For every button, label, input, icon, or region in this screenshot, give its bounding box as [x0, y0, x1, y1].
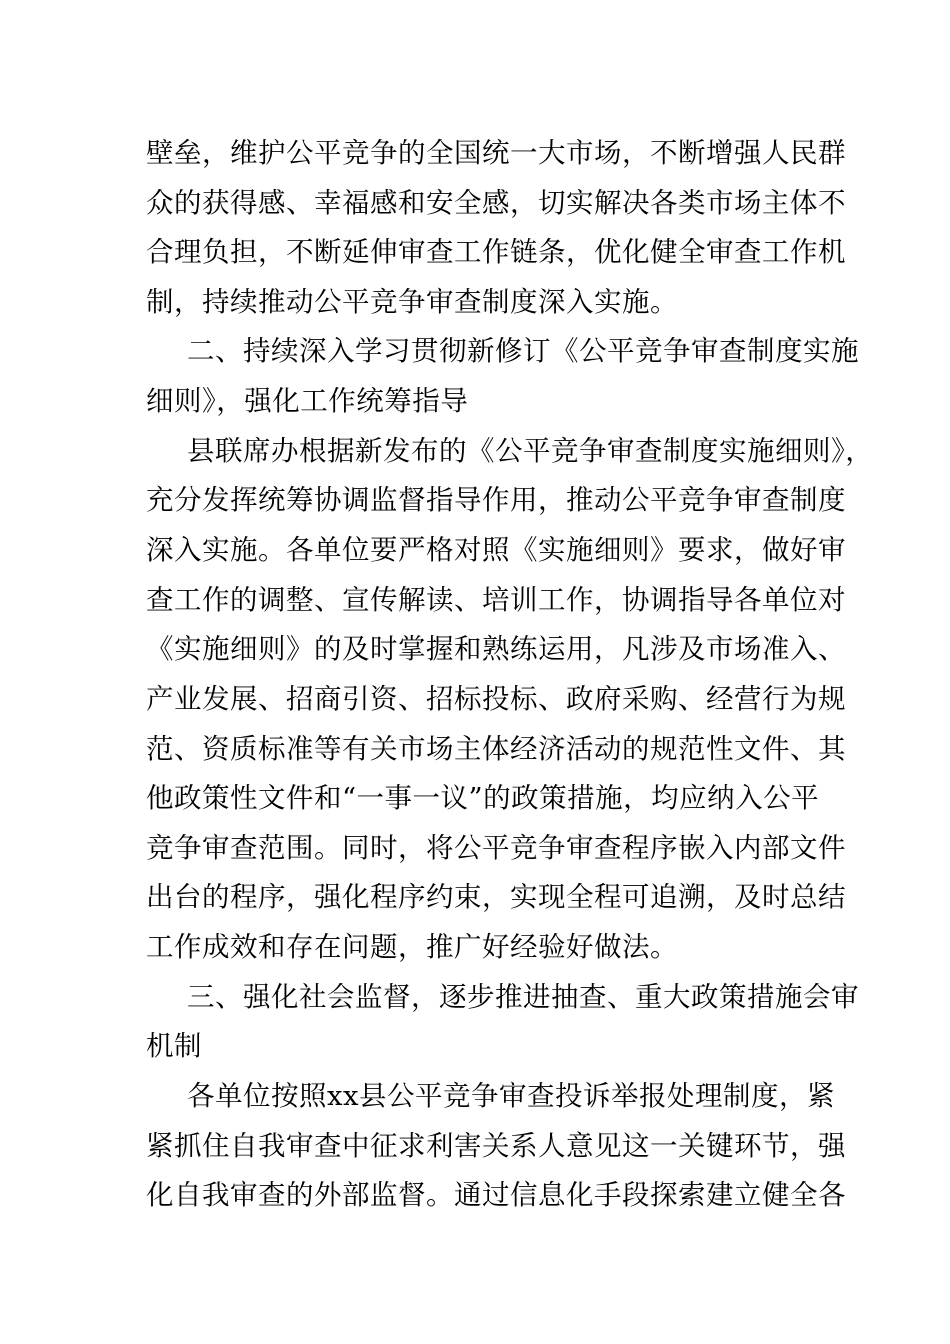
text-line: 查工作的调整、宣传解读、培训工作，协调指导各单位对	[146, 584, 846, 616]
section-heading-3-cont: 机制	[146, 1030, 202, 1062]
section-heading-2: 二、持续深入学习贯彻新修订《公平竞争审查制度实施	[187, 335, 859, 367]
text-line: 产业发展、招商引资、招标投标、政府采购、经营行为规	[146, 683, 846, 715]
paragraph-start: 县联席办根据新发布的《公平竞争审查制度实施细则》，	[187, 435, 874, 467]
section-heading-2-cont: 细则》，强化工作统筹指导	[146, 385, 469, 417]
text-line: 范、资质标准等有关市场主体经济活动的规范性文件、其	[146, 733, 846, 765]
text-line: 他政策性文件和“一事一议”的政策措施，均应纳入公平	[146, 782, 820, 814]
text-line: 充分发挥统筹协调监督指导作用，推动公平竞争审查制度	[146, 484, 846, 516]
text-line: 深入实施。各单位要严格对照《实施细则》要求，做好审	[146, 534, 846, 566]
text-line: 众的获得感、幸福感和安全感，切实解决各类市场主体不	[146, 187, 846, 219]
text-line: 壁垒，维护公平竞争的全国统一大市场，不断增强人民群	[146, 137, 846, 169]
text-line: 化自我审查的外部监督。通过信息化手段探索建立健全各	[146, 1179, 846, 1211]
text-line: 出台的程序，强化程序约束，实现全程可追溯，及时总结	[146, 881, 846, 913]
text-line: 竞争审查范围。同时，将公平竞争审查程序嵌入内部文件	[146, 832, 846, 864]
text-line: 紧抓住自我审查中征求利害关系人意见这一关键环节，强	[146, 1130, 846, 1162]
text-line: 《实施细则》的及时掌握和熟练运用，凡涉及市场准入、	[146, 633, 846, 665]
paragraph-start: 各单位按照xx县公平竞争审查投诉举报处理制度，紧	[187, 1080, 836, 1112]
text-line: 制，持续推动公平竞争审查制度深入实施。	[146, 286, 678, 318]
section-heading-3: 三、强化社会监督，逐步推进抽查、重大政策措施会审	[187, 981, 859, 1013]
text-line: 工作成效和存在问题，推广好经验好做法。	[146, 931, 678, 963]
text-line: 合理负担，不断延伸审查工作链条，优化健全审查工作机	[146, 236, 846, 268]
